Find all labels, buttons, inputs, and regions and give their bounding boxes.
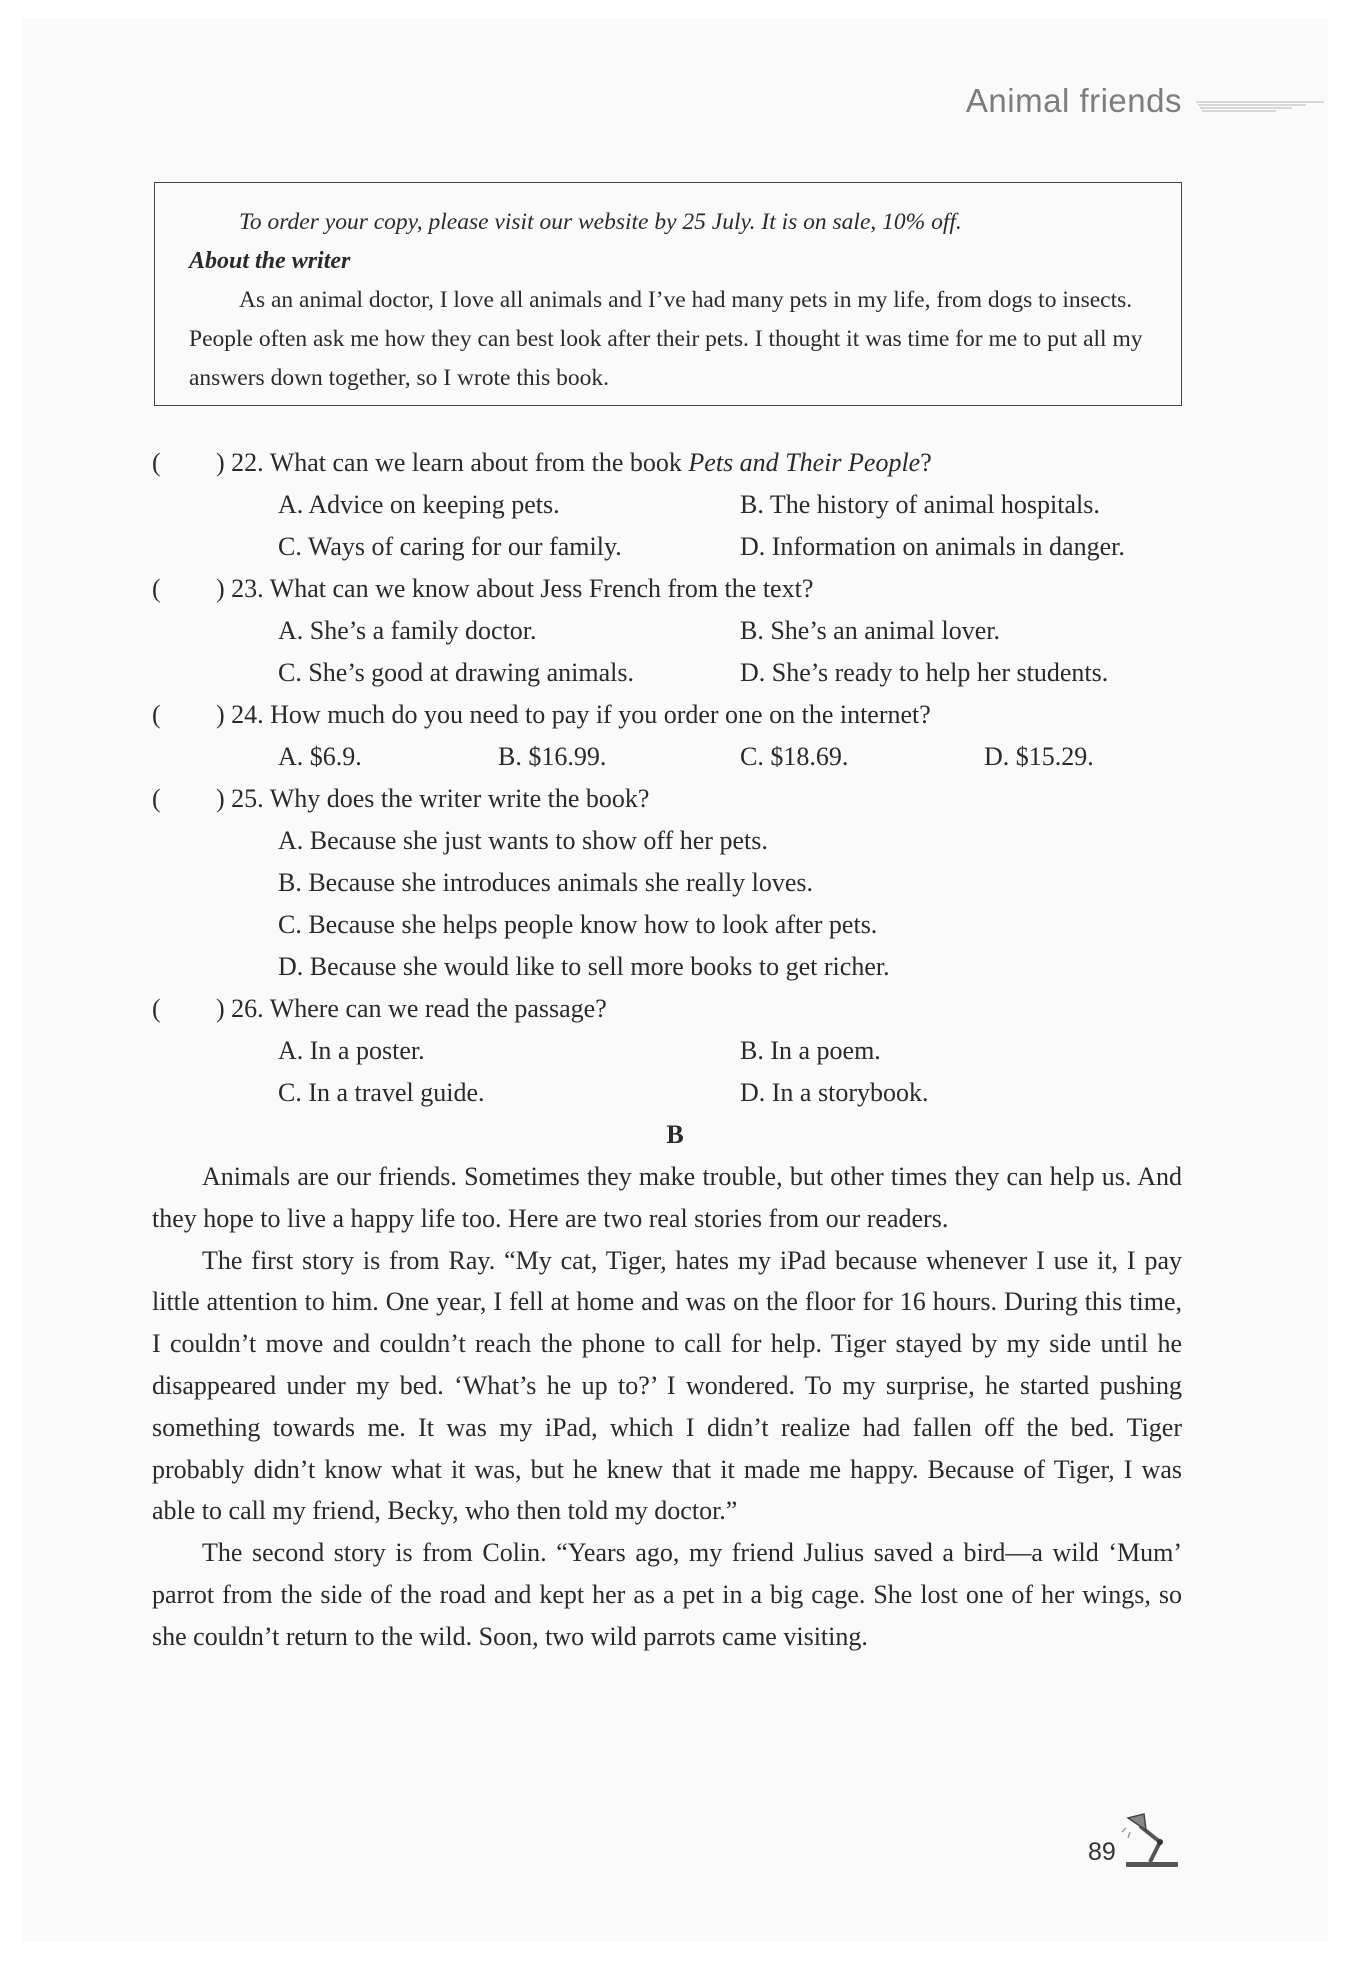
question-text: ) 23. What can we know about Jess French from the text? [216,574,814,603]
option-row [152,820,1192,862]
answer-blank: ( [152,448,161,477]
question-list [152,442,1192,1114]
question-text: ) 26. Where can we read the passage? [216,994,607,1023]
option-row [152,526,1192,568]
question-24-stem [152,694,1192,736]
option-c: C. $18.69. [740,742,849,771]
option-a: A. In a poster. [278,1036,425,1065]
option-b: B. $16.99. [498,742,607,771]
question-22-stem [152,442,1192,484]
option-a: A. Advice on keeping pets. [278,490,560,519]
option-row [152,610,1192,652]
option-row [152,736,1192,778]
question-23-stem [152,568,1192,610]
option-a: A. She’s a family doctor. [278,616,537,645]
info-box [154,182,1182,406]
option-c: C. Because she helps people know how to look after pets. [278,910,878,939]
option-row [152,904,1192,946]
option-d: D. Information on animals in danger. [740,532,1125,561]
desk-lamp-icon [1120,1808,1184,1872]
passage-paragraph-1: Animals are our friends. Sometimes they make trouble, but other times they can help us. And they hope to live a happy life too. Here are two real stories from our readers. [152,1162,1182,1233]
option-b: B. The history of animal hospitals. [740,490,1100,519]
option-row [152,862,1192,904]
page-number: 89 [1088,1838,1116,1866]
order-note: To order your copy, please visit our website by 25 July. It is on sale, 10% off. [239,209,962,235]
answer-blank: ( [152,784,161,813]
answer-blank: ( [152,574,161,603]
option-a: A. Because she just wants to show off her pets. [278,826,768,855]
option-c: C. Ways of caring for our family. [278,532,622,561]
about-writer-text: As an animal doctor, I love all animals and I’ve had many pets in my life, from dogs to insects. People often ask me how they can best look after their pets. I thought it was time for me to put all my answers down together, so I wrote this book. [189,287,1143,391]
question-text: ) 24. How much do you need to pay if you order one on the internet? [216,700,931,729]
option-b: B. She’s an animal lover. [740,616,1000,645]
option-d: D. In a storybook. [740,1078,929,1107]
option-row [152,652,1192,694]
passage-paragraph-3: The second story is from Colin. “Years ago, my friend Julius saved a bird—a wild ‘Mum’ parrot from the side of the road and kept her as a pet in a big cage. She lost one of her wings, so she couldn’t return to the wild. Soon, two wild parrots came visiting. [152,1538,1182,1651]
option-d: D. Because she would like to sell more books to get richer. [278,952,890,981]
option-row [152,1030,1192,1072]
option-c: C. She’s good at drawing animals. [278,658,635,687]
about-writer-heading: About the writer [189,248,351,274]
option-a: A. $6.9. [278,742,362,771]
question-26-stem [152,988,1192,1030]
option-c: C. In a travel guide. [278,1078,485,1107]
header-decoration-lines [1196,100,1324,114]
option-d: D. $15.29. [984,742,1094,771]
question-text: ) 22. What can we learn about from the book Pets and Their People? [216,448,932,477]
question-25-stem [152,778,1192,820]
reading-passage [152,1156,1182,1658]
answer-blank: ( [152,994,161,1023]
option-b: B. Because she introduces animals she really loves. [278,868,814,897]
section-b-label: B [666,1120,684,1149]
header-title: Animal friends [965,82,1182,119]
option-b: B. In a poem. [740,1036,881,1065]
question-text: ) 25. Why does the writer write the book? [216,784,650,813]
option-row [152,946,1192,988]
option-row [152,1072,1192,1114]
option-row [152,484,1192,526]
passage-paragraph-2: The first story is from Ray. “My cat, Tiger, hates my iPad because whenever I use it, I pay little attention to him. One year, I fell at home and was on the floor for 16 hours. During this time, I couldn’t move and couldn’t reach the phone to call for help. Tiger stayed by my side until he disappeared under my bed. ‘What’s he up to?’ I wondered. To my surprise, he started pushing something towards me. It was my iPad, which I didn’t realize had fallen off the bed. Tiger probably didn’t know what it was, but he knew that it made me happy. Because of Tiger, I was able to call my friend, Becky, who then told my doctor.” [152,1245,1182,1526]
book-title: Pets and Their People [688,448,921,477]
answer-blank: ( [152,700,161,729]
option-d: D. She’s ready to help her students. [740,658,1109,687]
